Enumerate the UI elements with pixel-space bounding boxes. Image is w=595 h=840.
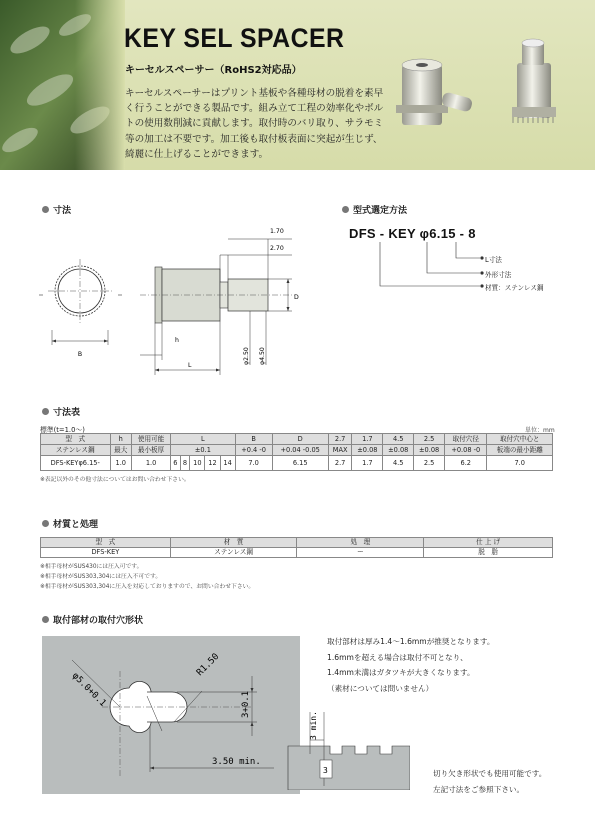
- unit-label: 単位：mm: [525, 427, 555, 434]
- table-cell: 1.0: [110, 456, 132, 471]
- dimension-drawing: [30, 215, 330, 385]
- standard-label: 標準(t=1.0～): [40, 426, 85, 434]
- product-photo: [392, 35, 592, 135]
- th-model: 型 式: [41, 434, 111, 445]
- th-sub: ±0.08: [352, 445, 383, 456]
- th-27: 2.7: [328, 434, 352, 445]
- table-cell: 6.2: [445, 456, 487, 471]
- section-heading-material: [42, 517, 98, 530]
- bullet-icon: [42, 520, 49, 527]
- section-heading-selection: [342, 203, 407, 216]
- th-sub: 最大: [110, 445, 132, 456]
- page-title: KEY SEL SPACER: [124, 23, 345, 53]
- hole-notes: [327, 634, 494, 696]
- hole-radius: R1.50: [195, 651, 222, 679]
- table-cell: 6: [171, 456, 181, 471]
- table-cell: ステンレス鋼: [170, 548, 297, 558]
- table-cell: 6.15: [272, 456, 328, 471]
- th-edge-distance: 取付穴中心と: [487, 434, 553, 445]
- label-h: h: [175, 337, 179, 344]
- section-heading-spec-table: [42, 405, 80, 418]
- hole-dia: φ5.0+0.1: [69, 671, 108, 709]
- label-l: L: [188, 362, 192, 369]
- hole-min-length: 3.50 min.: [212, 757, 261, 767]
- table-header-row: [41, 434, 553, 445]
- th-d: D: [272, 434, 328, 445]
- model-code: DFS - KEY φ6.15 - 8: [349, 226, 476, 241]
- section-title: 取付部材の取付穴形状: [53, 616, 144, 626]
- th-min-thickness: 使用可能: [132, 434, 171, 445]
- th-45: 4.5: [383, 434, 414, 445]
- table-cell: 10: [190, 456, 205, 471]
- hole-note-line: （素材については問いません）: [327, 683, 434, 693]
- material-table: [40, 537, 553, 558]
- th-model: 型 式: [41, 538, 171, 548]
- hole-shape-drawing: [42, 636, 300, 794]
- spacer-side-view: [140, 239, 295, 375]
- bullet-icon: [342, 206, 349, 213]
- th-sub: ステンレス鋼: [41, 445, 111, 456]
- section-title: 材質と処理: [53, 520, 99, 530]
- table-cell: 1.0: [132, 456, 171, 471]
- dim-170: 1.70: [270, 228, 284, 235]
- table-cell: 7.0: [235, 456, 272, 471]
- hole-height: 3+0.1: [241, 690, 251, 718]
- notch-value: 3: [323, 766, 328, 775]
- table-cell: 14: [220, 456, 235, 471]
- table-cell: ー: [297, 548, 424, 558]
- hole-note-line: 1.4mm未満はガタツキが大きくなります。: [327, 668, 475, 677]
- gear-front-view: [39, 259, 122, 345]
- th-finish: 仕 上 げ: [424, 538, 553, 548]
- th-sub: +0.4 -0: [235, 445, 272, 456]
- material-note: ※相手母材がSUS430には圧入可です。: [40, 564, 143, 570]
- table-cell: 8: [180, 456, 190, 471]
- material-note: ※相手母材がSUS303,304に圧入を対応しておりますので、お問い合わせ下さい。: [40, 584, 255, 590]
- th-sub: +0.08 -0: [445, 445, 487, 456]
- th-sub: ±0.08: [414, 445, 445, 456]
- th-b: B: [235, 434, 272, 445]
- table-cell: 1.7: [352, 456, 383, 471]
- notch-note-line: 左記寸法をご参照下さい。: [433, 784, 525, 794]
- notch-note-line: 切り欠き形状でも使用可能です。: [433, 769, 547, 778]
- th-hole-dia: 取付穴径: [445, 434, 487, 445]
- th-17: 1.7: [352, 434, 383, 445]
- section-title: 寸法表: [53, 408, 81, 418]
- dia-450: φ4.50: [259, 347, 266, 365]
- notch-min: 3 min.: [309, 711, 318, 740]
- table-cell: 2.5: [414, 456, 445, 471]
- hole-note-line: 取付部材は厚み1.4～1.6mmが推奨となります。: [327, 637, 495, 646]
- th-material: 材 質: [170, 538, 297, 548]
- dia-250: φ2.50: [243, 347, 250, 365]
- table-header-row: [41, 445, 553, 456]
- section-title: 寸法: [53, 206, 72, 216]
- page-subtitle: キーセルスペーサー（RoHS2対応品）: [125, 65, 302, 76]
- label-material: 材質：ステンレス鋼: [485, 284, 544, 292]
- th-treatment: 処 理: [297, 538, 424, 548]
- intro-text: キーセルスペーサーはプリント基板や各種母材の脱着を素早く行うことができる製品です。組み立て工程の効率化やボルトの使用数削減に貢献します。取付時のバリ取り、サラモミ等の加工は不要です。加工後も取付板表面に突起が生じず、綺麗に仕上げることができます。: [125, 88, 384, 160]
- material-note: ※相手母材がSUS303,304には圧入不可です。: [40, 574, 162, 580]
- table-cell: 2.7: [328, 456, 352, 471]
- header-banner: [0, 0, 595, 170]
- table-cell: DFS-KEY: [41, 548, 171, 558]
- th-sub: ±0.1: [171, 445, 236, 456]
- bullet-icon: [42, 206, 49, 213]
- th-25: 2.5: [414, 434, 445, 445]
- th-sub: +0.04 -0.05: [272, 445, 328, 456]
- section-title: 型式選定方法: [353, 206, 408, 216]
- th-sub: MAX: [328, 445, 352, 456]
- spec-note: ※表記以外のその他寸法についてはお問い合わせ下さい。: [40, 477, 190, 483]
- table-cell: 7.0: [487, 456, 553, 471]
- th-sub: 板端の最小距離: [487, 445, 553, 456]
- table-row: [41, 456, 553, 471]
- table-cell: 4.5: [383, 456, 414, 471]
- table-cell: DFS-KEYφ6.15-: [41, 456, 111, 471]
- th-l: L: [171, 434, 236, 445]
- label-l-dimension: L寸法: [485, 256, 502, 264]
- table-cell: 12: [205, 456, 220, 471]
- bullet-icon: [42, 616, 49, 623]
- notch-drawing: [280, 700, 410, 790]
- hole-note-line: 1.6mmを超える場合は取付不可となり、: [327, 652, 468, 662]
- th-sub: 最小板厚: [132, 445, 171, 456]
- industrial-photo: [0, 0, 125, 170]
- th-sub: ±0.08: [383, 445, 414, 456]
- dim-270: 2.70: [270, 245, 284, 252]
- label-b: B: [77, 351, 83, 358]
- bullet-icon: [42, 408, 49, 415]
- label-outer-dimension: 外形寸法: [485, 271, 512, 279]
- spec-table: [40, 433, 553, 471]
- table-cell: 脱 脂: [424, 548, 553, 558]
- table-header-row: [41, 538, 553, 548]
- table-row: [41, 548, 553, 558]
- section-heading-hole-shape: [42, 613, 143, 626]
- notch-notes: [433, 766, 546, 797]
- th-h: h: [110, 434, 132, 445]
- label-d: D: [294, 294, 299, 301]
